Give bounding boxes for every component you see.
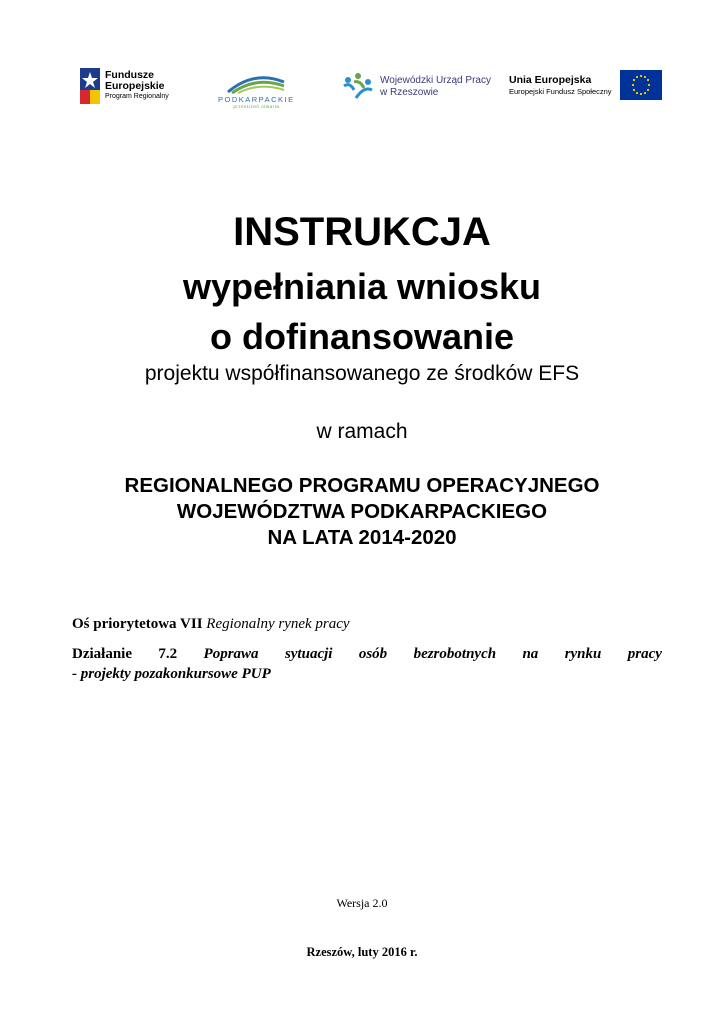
priority-axis — [72, 614, 350, 634]
priority-axis-name: Regionalny rynek pracy — [206, 616, 350, 632]
podkarpackie-logo — [218, 72, 295, 109]
action-word: osób — [358, 646, 388, 662]
title-subtitle: projektu współfinansowanego ze środków EFS — [144, 362, 580, 385]
wup-line2: w Rzeszowie — [380, 87, 439, 98]
priority-axis-label: Oś priorytetowa VII — [72, 616, 203, 632]
action-word: na — [522, 646, 539, 662]
action-line1 — [72, 644, 662, 664]
podkarpackie-wave-icon — [224, 72, 288, 94]
program-line3: NA LATA 2014-2020 — [267, 526, 457, 549]
program-line1: REGIONALNEGO PROGRAMU OPERACYJNEGO — [124, 474, 600, 497]
ue-line2: Europejski Fundusz Społeczny — [509, 86, 612, 96]
program-line2: WOJEWÓDZTWA PODKARPACKIEGO — [176, 500, 548, 523]
title-line3: o dofinansowanie — [209, 316, 514, 357]
action-word: sytuacji — [284, 646, 333, 662]
logo-bar — [0, 66, 724, 116]
action-word: pracy — [627, 646, 662, 662]
unia-europejska-logo — [509, 70, 662, 100]
action-word: bezrobotnych — [413, 646, 497, 662]
action-label: Działanie — [72, 646, 132, 662]
ue-line1: Unia Europejska — [509, 73, 592, 86]
action-number: 7.2 — [158, 646, 178, 662]
fe-line3: Program Regionalny — [105, 93, 169, 100]
eu-flag-icon — [620, 70, 662, 100]
place-date-text: Rzeszów, luty 2016 r. — [306, 945, 418, 959]
document-title: INSTRUKCJA — [233, 210, 491, 254]
action-word: Poprawa — [203, 646, 259, 662]
fe-star-icon — [80, 68, 100, 104]
title-line2: wypełniania wniosku — [182, 266, 542, 307]
podkarpackie-tagline: przestrzeń otwarta — [233, 104, 280, 109]
action-block — [72, 644, 662, 684]
fundusze-europejskie-logo — [80, 68, 169, 104]
title-w-ramach: w ramach — [316, 420, 408, 443]
podkarpackie-name: PODKARPACKIE — [218, 95, 295, 104]
wup-line1: Wojewódzki Urząd Pracy — [380, 75, 491, 86]
fe-line1: Fundusze — [105, 69, 154, 81]
wup-logo — [342, 72, 491, 102]
action-line2: - projekty pozakonkursowe PUP — [72, 666, 271, 682]
fe-line2: Europejskie — [105, 80, 165, 92]
action-word: rynku — [564, 646, 602, 662]
wup-figures-icon — [342, 72, 374, 102]
version-text: Wersja 2.0 — [336, 896, 388, 910]
